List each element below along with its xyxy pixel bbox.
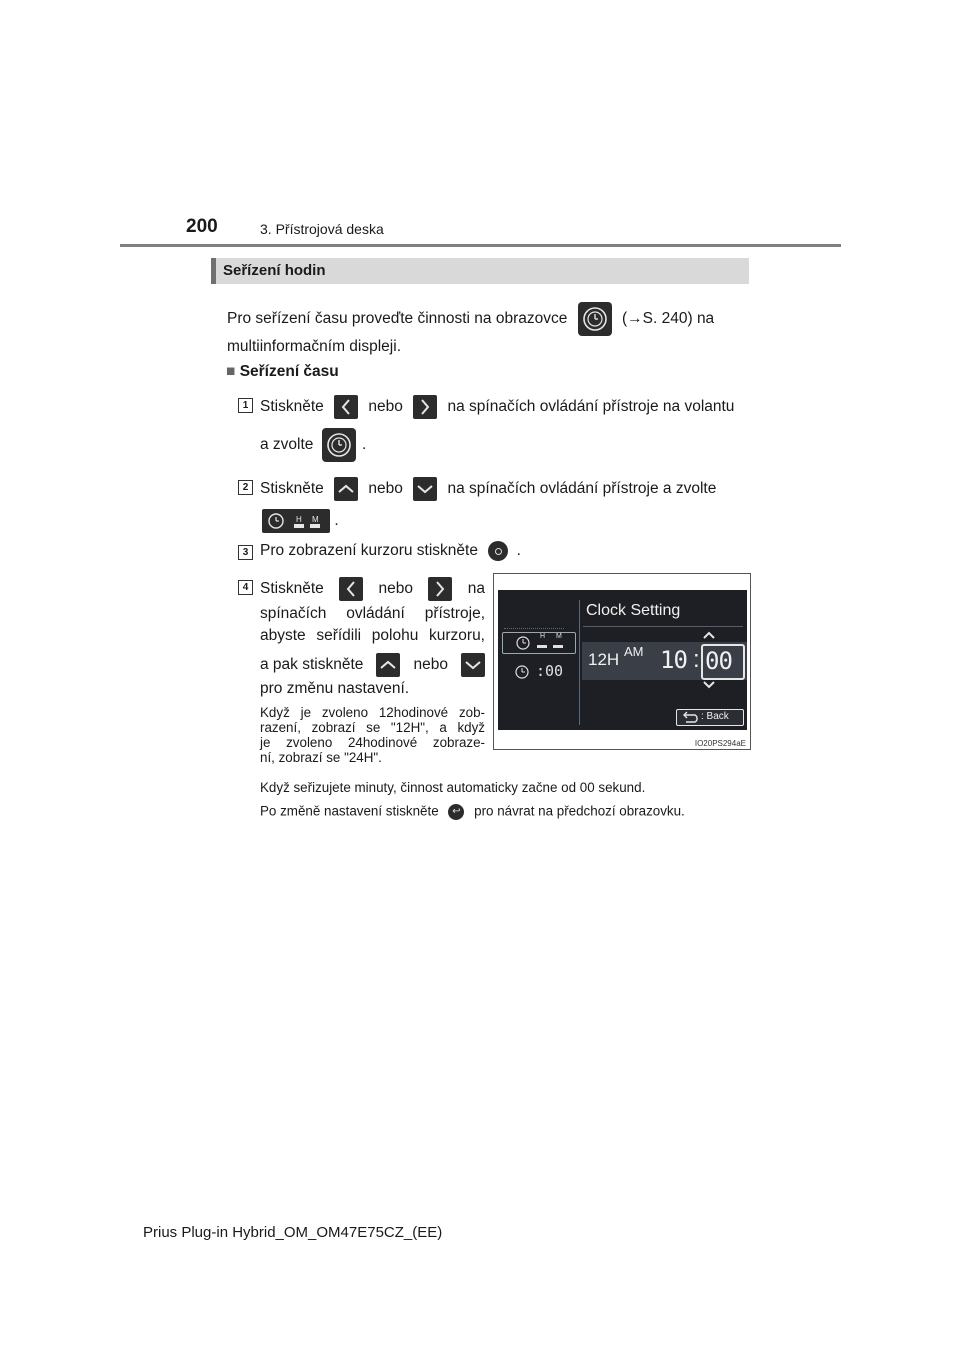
step-3-period: . <box>516 542 521 560</box>
back-hint <box>676 709 744 726</box>
cursor-down-arrow-icon <box>702 680 716 690</box>
chevron-right-icon <box>413 395 437 419</box>
intro-line-1 <box>227 302 757 336</box>
document-footer: Prius Plug-in Hybrid_OM_OM47E75CZ_(EE) <box>143 1224 443 1241</box>
time-row <box>582 642 747 680</box>
step-4-line-1 <box>260 577 485 601</box>
hm-menu-item-selected <box>502 632 576 654</box>
step-number-4: 4 <box>238 580 253 595</box>
image-id: IO20PS294aE <box>694 739 746 748</box>
time-colon: : <box>693 646 700 673</box>
step-4-text: Stiskněte <box>260 580 324 597</box>
step-1-or: nebo <box>368 398 403 416</box>
step-4-press: a pak stiskněte <box>260 656 364 673</box>
step-3-line <box>260 541 521 561</box>
screen-title: Clock Setting <box>586 602 681 619</box>
step-1-select: a zvolte <box>260 436 314 454</box>
note-12h-line-1: Když je zvoleno 12hodinové zob- <box>260 705 485 720</box>
step-2-period: . <box>334 512 339 530</box>
chevron-down-icon <box>413 477 437 501</box>
cursor-box <box>701 644 745 680</box>
page-number: 200 <box>186 216 218 237</box>
step-1-line-1 <box>260 395 750 419</box>
step-3-text: Pro zobrazení kurzoru stiskněte <box>260 542 478 560</box>
step-1-period: . <box>362 436 367 454</box>
seconds-reset-item <box>502 662 574 682</box>
minutes-value: 00 <box>705 647 732 675</box>
intro-text: Pro seřízení času proveďte činnosti na obrazovce <box>227 310 568 328</box>
intro-line-2: multiinformačním displeji. <box>227 338 401 355</box>
step-4-line-4 <box>260 653 485 677</box>
screen-m-label: M <box>556 633 562 640</box>
chevron-up-icon <box>334 477 358 501</box>
step-number-3: 3 <box>238 545 253 560</box>
chapter-title: 3. Přístrojová deska <box>260 221 384 237</box>
display-panel <box>498 590 747 730</box>
return-arrow-icon <box>679 710 701 725</box>
chevron-down-icon <box>461 653 485 677</box>
title-underline <box>583 626 743 627</box>
clock-settings-icon <box>578 302 612 336</box>
step-4-line-3: abyste seřídili polohu kurzoru, <box>260 627 485 644</box>
step-number-1: 1 <box>238 398 253 413</box>
screen-h-label: H <box>540 633 546 640</box>
ok-button-icon <box>488 541 508 561</box>
step-2-text-end: na spínačích ovládání přístroje a zvolte <box>447 480 717 498</box>
step-4-or: nebo <box>378 580 413 597</box>
time-mode-label: 12H <box>588 650 620 669</box>
chevron-left-icon <box>339 577 363 601</box>
step-1-text-end: na spínačích ovládání přístroje na volantu <box>447 398 735 416</box>
bullet-square-icon: ■ <box>226 363 236 380</box>
subsection-title: Seřízení času <box>239 363 339 380</box>
note-12h-line-2: razení, zobrazí se "12H", a když <box>260 720 485 735</box>
ampm-label: AM <box>624 644 644 659</box>
note-12h-line-3: je zvoleno 24hodinové zobraze- <box>260 735 485 750</box>
vertical-divider <box>579 600 580 725</box>
step-1-line-2 <box>260 428 366 462</box>
hm-m-label: M <box>312 515 319 524</box>
step-2-line-1 <box>260 477 750 501</box>
section-header <box>211 258 749 284</box>
step-2-text: Stiskněte <box>260 480 324 498</box>
note-12h-line-4: ní, zobrazí se "24H". <box>260 750 382 765</box>
chevron-up-icon <box>376 653 400 677</box>
clock-setting-screen-image <box>493 573 751 750</box>
section-accent <box>211 258 216 284</box>
note-minutes: Když seřizujete minuty, činnost automaticky začne od 00 sekund. <box>260 780 646 795</box>
seconds-zero-label: :00 <box>536 662 564 680</box>
note-back <box>260 804 685 820</box>
step-2-line-2 <box>262 509 339 533</box>
menu-divider <box>504 628 564 629</box>
cursor-up-arrow-icon <box>702 630 716 640</box>
header-rule <box>120 244 841 247</box>
note-back-text-end: pro návrat na předchozí obrazovku. <box>474 803 685 819</box>
back-button-icon: ↩ <box>448 804 464 820</box>
chevron-right-icon <box>428 577 452 601</box>
step-2-or: nebo <box>368 480 403 498</box>
step-1-text: Stiskněte <box>260 398 324 416</box>
intro-page-ref: (→S. 240) na <box>622 310 715 328</box>
hours-value: 10 <box>660 646 687 674</box>
step-4-line-2: spínačích ovládání přístroje, <box>260 605 485 622</box>
hm-h-label: H <box>296 515 302 524</box>
clock-hm-menu-icon <box>262 509 330 533</box>
subsection-heading <box>226 362 339 382</box>
step-4-or-2: nebo <box>413 656 448 673</box>
step-number-2: 2 <box>238 480 253 495</box>
step-4-na: na <box>467 580 485 597</box>
clock-settings-icon <box>322 428 356 462</box>
note-back-text: Po změně nastavení stiskněte <box>260 803 439 819</box>
chevron-left-icon <box>334 395 358 419</box>
section-title: Seřízení hodin <box>223 262 326 279</box>
step-4-line-5: pro změnu nastavení. <box>260 680 410 697</box>
back-label: : Back <box>701 711 729 722</box>
